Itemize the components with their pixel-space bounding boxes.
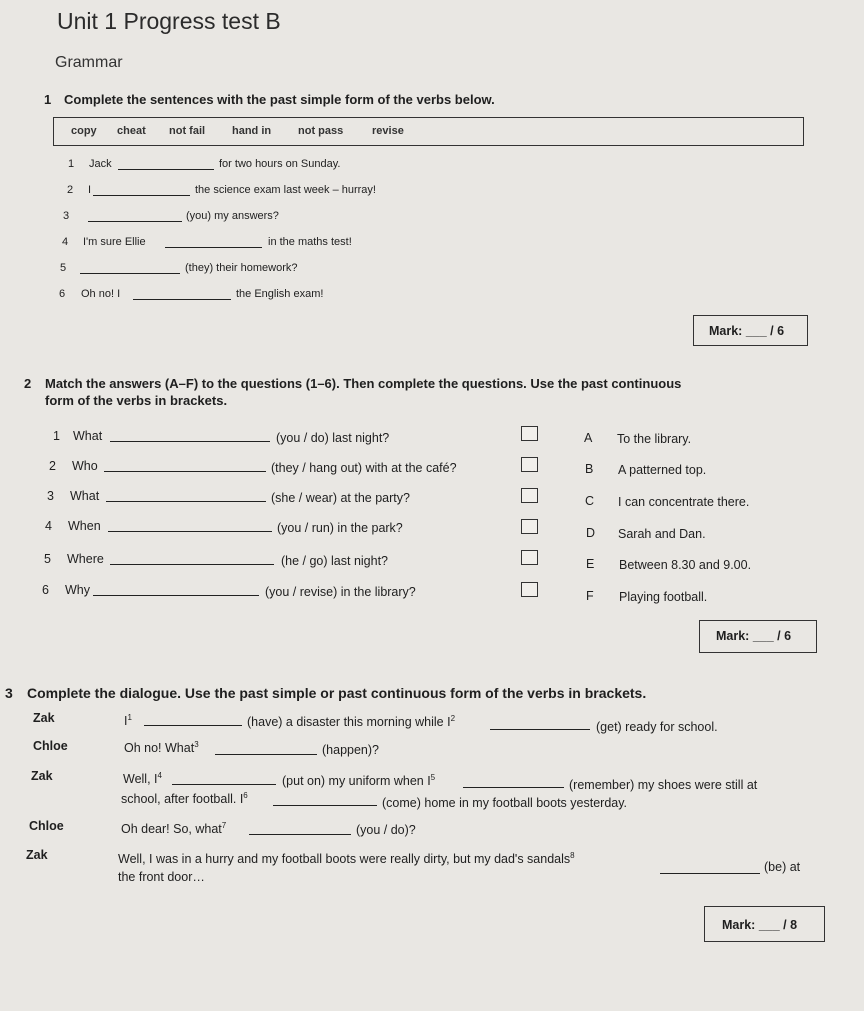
ex2-question-number: 5 — [44, 552, 51, 566]
ex1-item-number: 2 — [67, 184, 74, 196]
answer-blank[interactable] — [463, 776, 564, 788]
answer-blank[interactable] — [133, 288, 231, 300]
ex2-question-suffix: (he / go) last night? — [281, 554, 389, 568]
page-title: Unit 1 Progress test B — [57, 8, 281, 34]
answer-blank[interactable] — [118, 158, 214, 170]
ex2-question-word: Who — [72, 459, 98, 473]
dialogue-text: Well, $I^4$ — [123, 771, 162, 787]
answer-blank[interactable] — [273, 794, 377, 806]
ex2-question-number: 1 — [53, 429, 60, 443]
ex2-question-word: When — [68, 519, 101, 533]
ex2-question-number: 4 — [45, 519, 52, 533]
answer-blank[interactable] — [110, 553, 274, 565]
speaker-name: Zak — [26, 848, 48, 862]
dialogue-text: (happen)? — [322, 743, 379, 757]
match-checkbox[interactable] — [521, 488, 538, 503]
speaker-name: Chloe — [29, 819, 64, 833]
ex1-item-prefix: I — [88, 184, 92, 196]
exercise-2-number: 2 — [24, 376, 32, 391]
word-box-item: cheat — [117, 125, 146, 137]
ex2-question-word: Where — [67, 552, 104, 566]
ex2-question-word: Why — [65, 583, 90, 597]
answer-blank[interactable] — [165, 236, 262, 248]
dialogue-text: school, after football. $I^6$ — [121, 791, 248, 807]
dialogue-text: $I^1$ — [124, 713, 132, 729]
answer-letter: F — [586, 589, 594, 603]
answer-letter: A — [584, 431, 593, 445]
answer-text: Sarah and Dan. — [618, 527, 706, 541]
dialogue-text: (get) ready for school. — [596, 720, 718, 734]
ex1-item-suffix: the English exam! — [236, 288, 324, 300]
answer-blank[interactable] — [110, 430, 270, 442]
word-box — [53, 117, 804, 146]
dialogue-text: Well, I was in a hurry and my football boots were really dirty, but my dad's sandals$^8$ — [118, 851, 575, 867]
answer-blank[interactable] — [490, 718, 590, 730]
exercise-2-instruction: form of the verbs in brackets. — [45, 393, 228, 408]
answer-blank[interactable] — [108, 520, 272, 532]
match-checkbox[interactable] — [521, 582, 538, 597]
ex2-question-suffix: (they / hang out) with at the café? — [271, 461, 457, 475]
answer-letter: E — [586, 557, 595, 571]
ex2-question-suffix: (you / revise) in the library? — [265, 585, 416, 599]
ex1-item-prefix: Oh no! I — [81, 288, 121, 300]
dialogue-text: (put on) my uniform when $I^5$ — [282, 773, 436, 789]
mark-box-3 — [704, 906, 825, 942]
section-title: Grammar — [55, 54, 123, 71]
dialogue-text: Oh dear! So, what$^7$ — [121, 821, 227, 837]
match-checkbox[interactable] — [521, 519, 538, 534]
dialogue-text: Oh no! What$^3$ — [124, 740, 199, 756]
exercise-3-instruction: Complete the dialogue. Use the past simple or past continuous form of the verbs in brackets. — [27, 685, 647, 701]
mark-label: Mark: ___ / 6 — [709, 324, 785, 338]
dialogue-text: the front door… — [118, 870, 205, 884]
answer-blank[interactable] — [88, 210, 182, 222]
ex2-question-word: What — [73, 429, 103, 443]
ex1-item-prefix: Jack — [89, 158, 112, 170]
ex1-item-suffix: for two hours on Sunday. — [219, 158, 341, 170]
match-checkbox[interactable] — [521, 550, 538, 565]
word-box-item: revise — [372, 125, 404, 137]
ex1-item-suffix: the science exam last week – hurray! — [195, 184, 376, 196]
answer-letter: D — [586, 526, 596, 540]
ex2-question-number: 6 — [42, 583, 49, 597]
ex1-item-number: 6 — [59, 288, 66, 300]
ex1-item-number: 1 — [68, 158, 75, 170]
dialogue-text: (be) at — [764, 860, 801, 874]
exercise-2-instruction: Match the answers (A–F) to the questions (1–6). Then complete the questions. Use the past continuous — [45, 376, 682, 391]
dialogue-text: (come) home in my football boots yesterday. — [382, 796, 628, 810]
word-box-item: copy — [71, 125, 97, 137]
answer-text: A patterned top. — [618, 463, 707, 477]
answer-blank[interactable] — [172, 773, 276, 785]
answer-text: Playing football. — [619, 590, 708, 604]
answer-blank[interactable] — [660, 862, 760, 874]
speaker-name: Chloe — [33, 739, 68, 753]
speaker-name: Zak — [31, 769, 53, 783]
dialogue-text: (remember) my shoes were still at — [569, 778, 758, 792]
mark-label: Mark: ___ / 8 — [722, 918, 798, 932]
dialogue-text: (you / do)? — [356, 823, 416, 837]
answer-blank[interactable] — [215, 743, 317, 755]
speaker-name: Zak — [33, 711, 55, 725]
answer-text: Between 8.30 and 9.00. — [619, 558, 752, 572]
answer-letter: C — [585, 494, 595, 508]
answer-text: To the library. — [617, 432, 692, 446]
ex2-question-word: What — [70, 489, 100, 503]
ex2-question-number: 3 — [47, 489, 54, 503]
answer-text: I can concentrate there. — [618, 495, 750, 509]
ex1-item-number: 5 — [60, 262, 67, 274]
exercise-1-number: 1 — [44, 92, 52, 107]
match-checkbox[interactable] — [521, 457, 538, 472]
word-box-item: hand in — [232, 125, 272, 137]
mark-box-2 — [699, 620, 817, 653]
mark-box-1 — [693, 315, 808, 346]
ex1-item-prefix: I'm sure Ellie — [83, 236, 146, 248]
answer-blank[interactable] — [249, 823, 351, 835]
ex1-item-number: 4 — [62, 236, 69, 248]
word-box-item: not pass — [298, 125, 344, 137]
answer-blank[interactable] — [144, 714, 242, 726]
ex1-item-number: 3 — [63, 210, 70, 222]
answer-blank[interactable] — [80, 262, 180, 274]
answer-letter: B — [585, 462, 594, 476]
word-box-item: not fail — [169, 125, 206, 137]
ex2-question-suffix: (you / do) last night? — [276, 431, 390, 445]
mark-label: Mark: ___ / 6 — [716, 629, 792, 643]
dialogue-text: (have) a disaster this morning while $I^2$ — [247, 714, 456, 730]
answer-blank[interactable] — [93, 584, 259, 596]
match-checkbox[interactable] — [521, 426, 538, 441]
ex1-item-suffix: in the maths test! — [268, 236, 352, 248]
answer-blank[interactable] — [104, 460, 266, 472]
exercise-1-instruction: Complete the sentences with the past simple form of the verbs below. — [64, 92, 495, 107]
ex1-item-suffix: (they) their homework? — [185, 262, 298, 274]
ex2-question-number: 2 — [49, 459, 56, 473]
answer-blank[interactable] — [106, 490, 266, 502]
exercise-3-number: 3 — [5, 685, 13, 701]
ex1-item-suffix: (you) my answers? — [186, 210, 279, 222]
ex2-question-suffix: (she / wear) at the party? — [271, 491, 410, 505]
ex2-question-suffix: (you / run) in the park? — [277, 521, 403, 535]
answer-blank[interactable] — [93, 184, 190, 196]
